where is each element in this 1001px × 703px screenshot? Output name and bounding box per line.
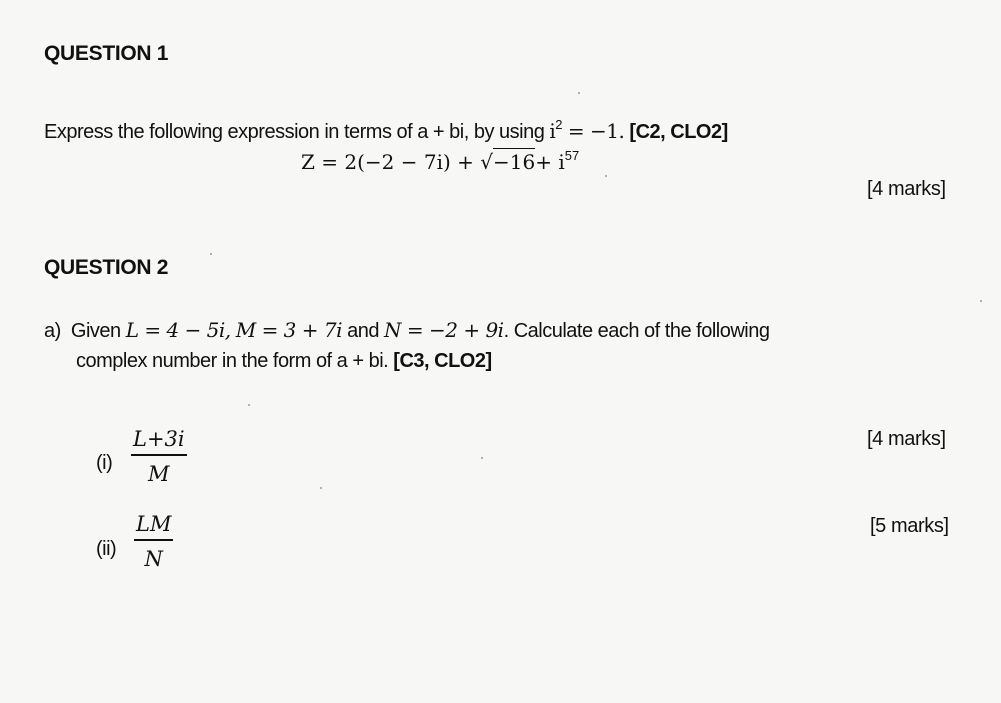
- part-a-line-2: [76, 350, 492, 373]
- part-a-line-1: [44, 318, 769, 343]
- item-ii-denominator: N: [144, 547, 163, 571]
- paper-speck: [980, 300, 982, 302]
- item-i-marks: [4 marks]: [867, 428, 946, 450]
- paper-speck: [481, 457, 483, 459]
- question-1-heading: QUESTION 1: [44, 42, 169, 65]
- item-i-numerator: L+3i: [131, 427, 187, 456]
- item-ii-marks: [5 marks]: [870, 515, 949, 537]
- question-1-instruction: [44, 117, 728, 144]
- instruction-text: Express the following expression in terms of a + bi, by using: [44, 121, 550, 143]
- item-i-fraction: [131, 427, 187, 486]
- paper-speck: [578, 92, 580, 94]
- item-ii-fraction: [134, 512, 173, 571]
- paper-speck: [210, 253, 212, 255]
- question-2-heading: QUESTION 2: [44, 256, 169, 279]
- M-definition: M = 3 + 7i: [235, 318, 343, 342]
- sqrt-radicand: −16: [493, 150, 536, 174]
- question-1-code: [C2, CLO2]: [629, 121, 728, 143]
- instruction-exponent: 2: [555, 117, 563, 132]
- part-a-label: a): [44, 320, 61, 342]
- question-1-equation: [301, 148, 579, 175]
- equation-plus-i: + i: [535, 150, 565, 174]
- equation-exponent: 57: [564, 148, 580, 163]
- part-a-text: . Calculate each of the following: [503, 320, 770, 342]
- paper-speck: [320, 487, 322, 489]
- item-i-label: (i): [96, 452, 113, 474]
- paper-speck: [248, 404, 250, 406]
- part-a-line-2-text: complex number in the form of a + bi.: [76, 350, 389, 372]
- L-definition: L = 4 − 5i,: [125, 318, 231, 342]
- question-1-marks: [4 marks]: [867, 178, 946, 200]
- item-ii-numerator: LM: [134, 512, 173, 541]
- paper-speck: [605, 175, 607, 177]
- item-i-denominator: M: [148, 462, 170, 486]
- part-a-code: [C3, CLO2]: [393, 350, 492, 372]
- sqrt-sign: √: [480, 150, 493, 174]
- N-definition: N = −2 + 9i: [384, 318, 504, 342]
- instruction-i: i: [549, 119, 556, 143]
- instruction-equals: = −1.: [562, 119, 625, 143]
- and-word: and: [347, 320, 379, 342]
- part-a-given: Given: [70, 320, 121, 342]
- item-ii-label: (ii): [96, 538, 117, 560]
- equation-lhs: Z = 2(−2 − 7i) +: [301, 150, 481, 174]
